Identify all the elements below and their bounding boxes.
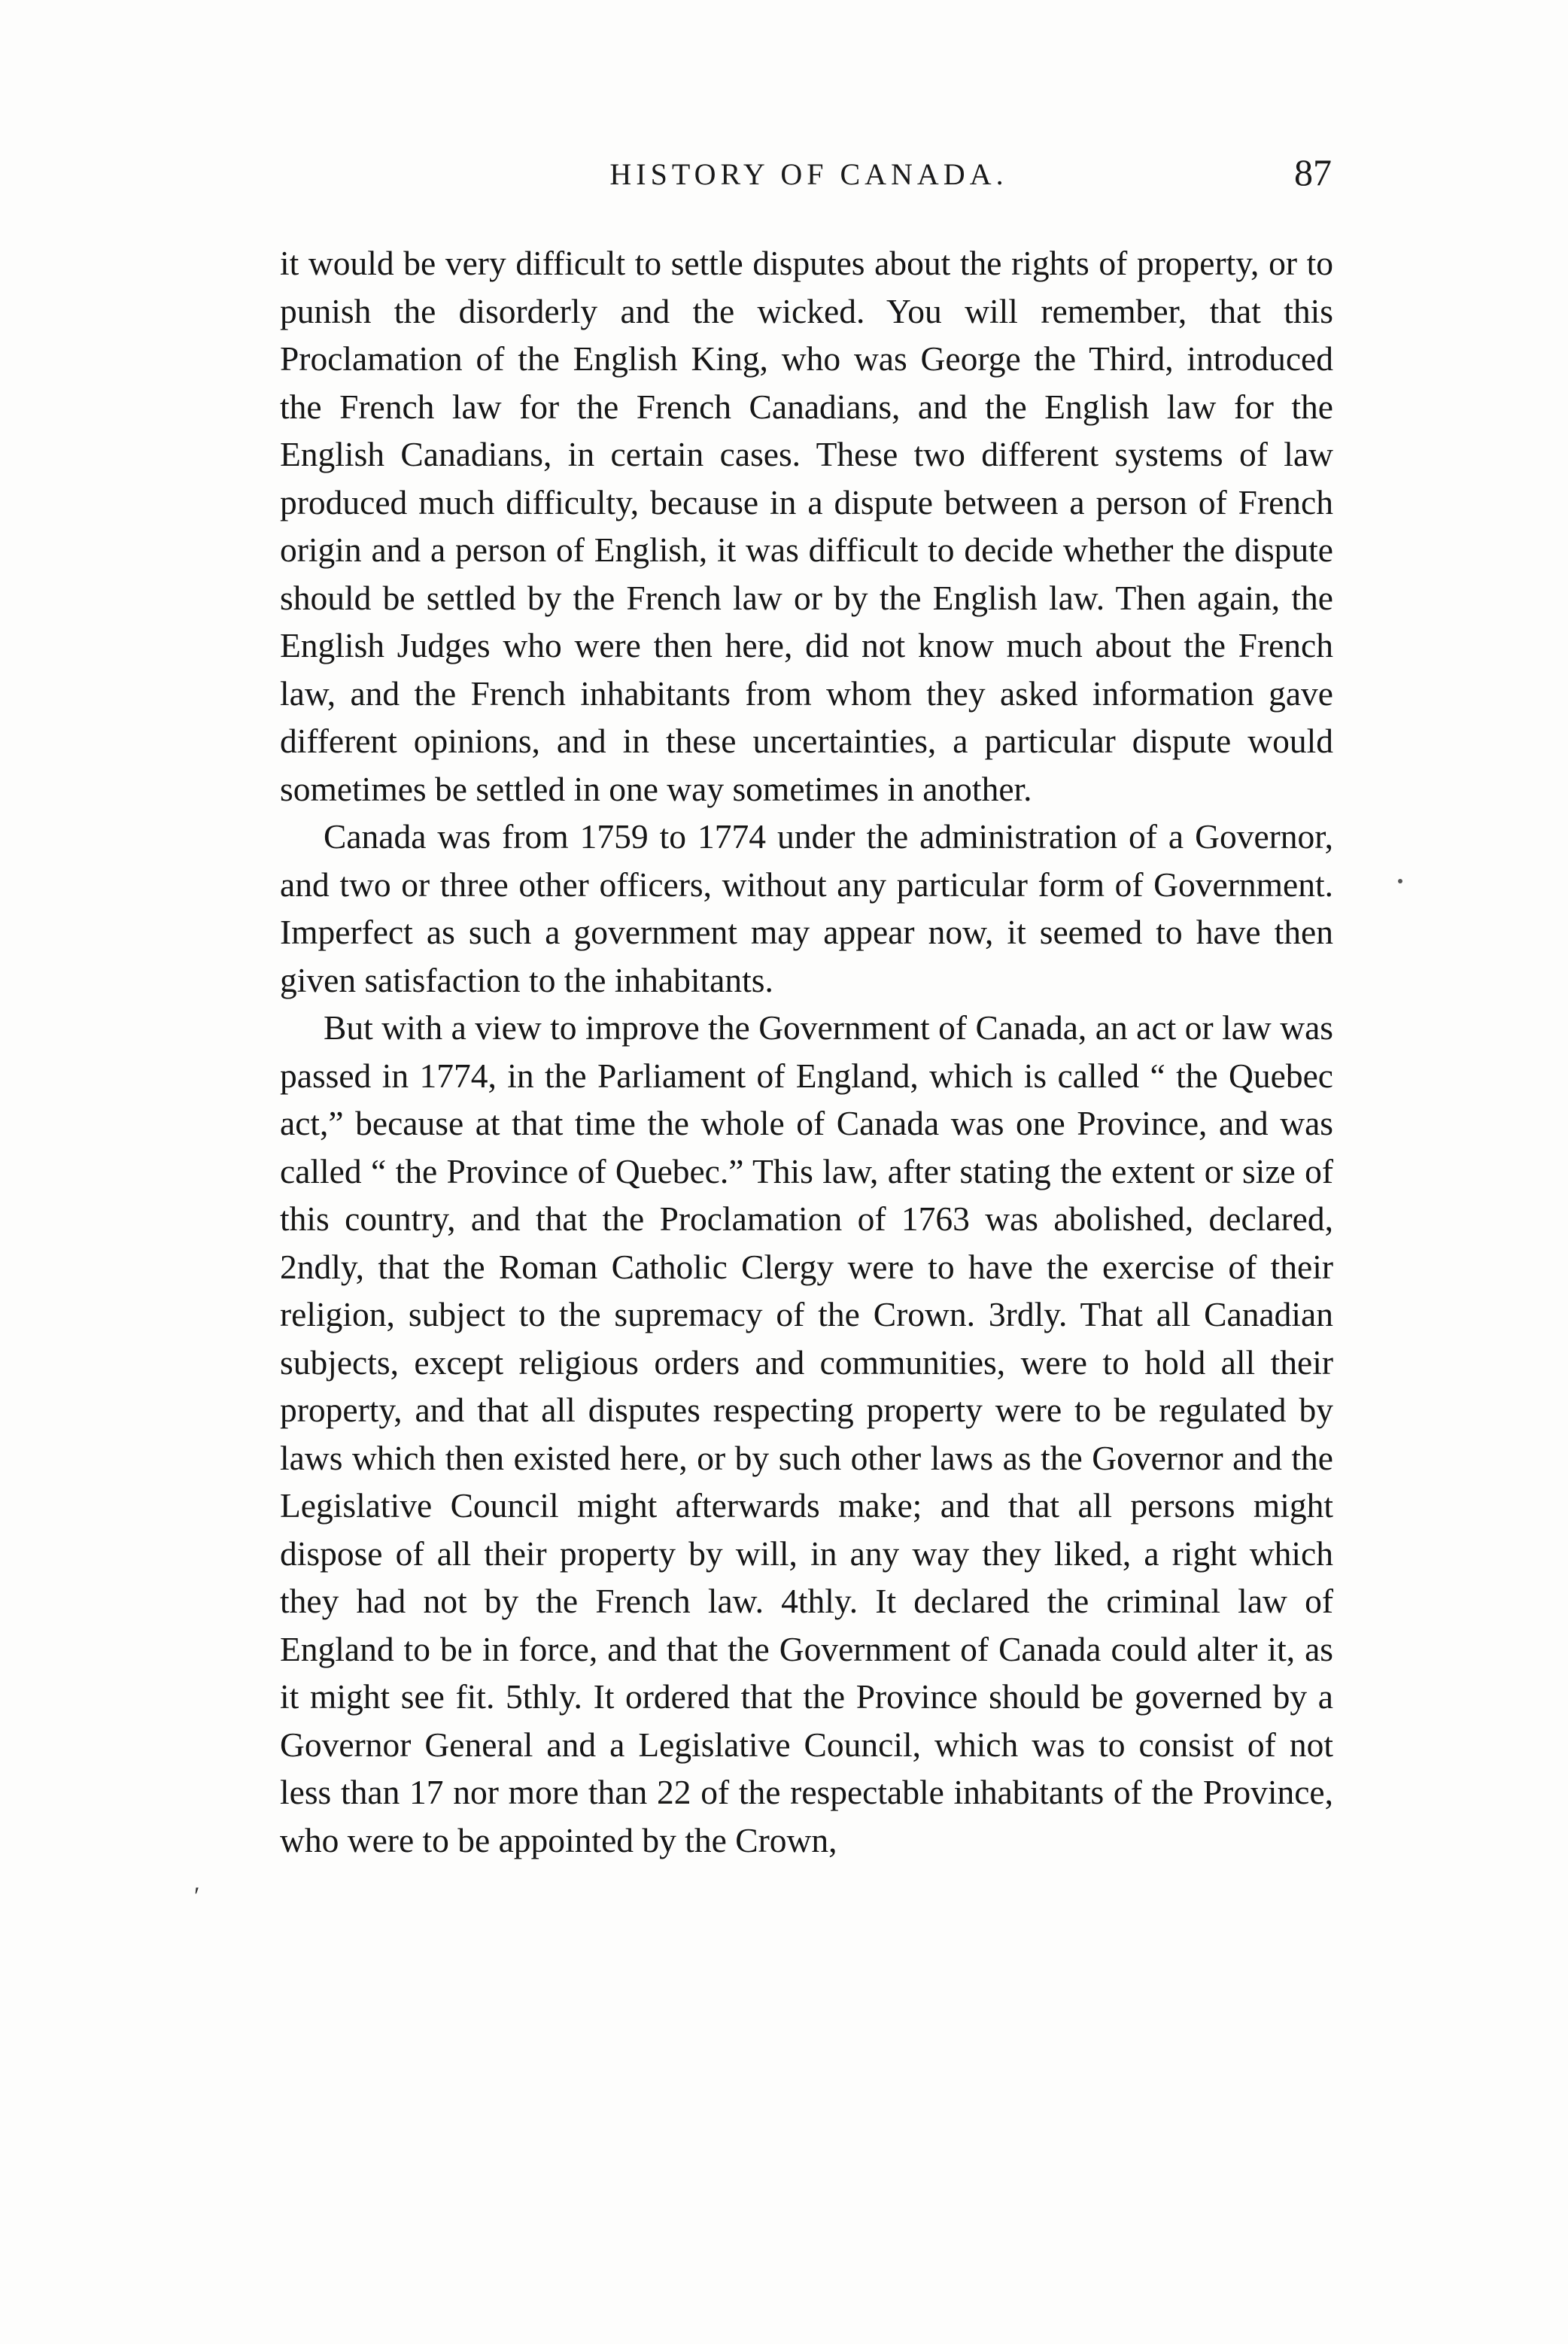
body-text	[280, 239, 1333, 1864]
paragraph-government: Canada was from 1759 to 1774 under the administration of a Governor, and two or three other officers, without any particular form of Government. Imperfect as such a government may appear now, it seemed to have then given satisfaction to the inhabitants.	[280, 817, 1333, 999]
margin-mark: ʹ	[194, 1883, 200, 1911]
page-number: 87	[1294, 151, 1332, 193]
margin-speck	[1398, 879, 1402, 883]
paragraph-quebec-act: But with a view to improve the Government of Canada, an act or law was passed in 1774, in the Parliament of England, which is called “ the Quebec act,” because at that time the whole of Canada was one Province, and was called “ the Province of Quebec.” This law, after stating the extent or size of this country, and that the Proclamation of 1763 was abolished, declared, 2ndly, that the Roman Catholic Clergy were to have the exercise of their religion, subject to the supremacy of the Crown. 3rdly. That all Canadian subjects, except religious orders and communities, were to hold all their property, and that all disputes respecting property were to be regulated by laws which then existed here, or by such other laws as the Governor and the Legislative Council might afterwards make; and that all persons might dispose of all their property by will, in any way they liked, a right which they had not by the French law. 4thly. It declared the criminal law of England to be in force, and that the Government of Canada could alter it, as it might see fit. 5thly. It ordered that the Province should be governed by a Governor General and a Legislative Council, which was to consist of not less than 17 nor more than 22 of the respectable inhabitants of the Province, who were to be appointed by the Crown,	[280, 1008, 1333, 1859]
paragraph-continuation: it would be very difficult to settle disputes about the rights of property, or to punish the disorderly and the wicked. You will remember, that this Proclamation of the English King, who was George the Third, introduced the French law for the French Canadians, and the English law for the English Canadians, in certain cases. These two different systems of law produced much difficulty, because in a dispute between a person of French origin and a person of English, it was difficult to decide whether the dispute should be settled by the French law or by the English law. Then again, the English Judges who were then here, did not know much about the French law, and the French inhabitants from whom they asked information gave different opinions, and in these uncertainties, a particular dispute would sometimes be settled in one way sometimes in another.	[280, 244, 1333, 808]
running-head: HISTORY OF CANADA.	[609, 157, 1008, 191]
page-header	[286, 150, 1332, 211]
